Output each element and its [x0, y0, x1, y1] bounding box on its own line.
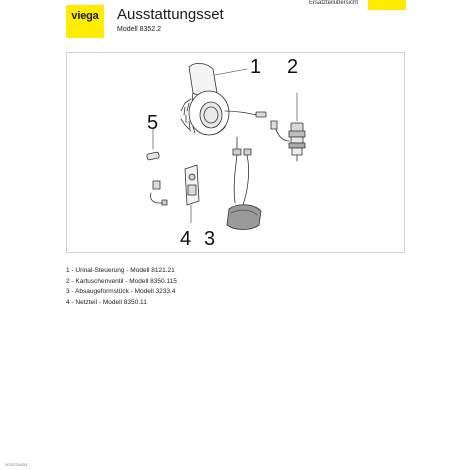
- suction-fitting-part: [227, 137, 261, 230]
- legend-item: 4 - Netzteil - Modell 8350.11: [66, 298, 147, 306]
- viega-logo: [66, 5, 104, 38]
- legend-item: 3 - Absaugeformstück - Modell 3233.4: [66, 288, 176, 295]
- exploded-view-drawing: [66, 52, 405, 253]
- callout-2: 2: [287, 56, 299, 78]
- page-title: Ausstattungsset: [117, 6, 224, 23]
- document-number: 1033724433: [5, 462, 28, 467]
- callout-4: 4: [180, 228, 192, 250]
- callout-5: 5: [147, 112, 159, 134]
- yellow-corner-marker: [368, 0, 406, 10]
- power-supply-part: [185, 165, 199, 223]
- callout-3: 3: [204, 228, 216, 250]
- logo-text: viega: [71, 10, 99, 22]
- model-subtitle: Modell 8352.2: [117, 26, 161, 33]
- cartridge-valve-part: [271, 93, 305, 161]
- callout-1: 1: [250, 56, 262, 78]
- parts-legend: [66, 266, 177, 308]
- document-type-label: Ersatzteilübersicht: [309, 0, 359, 6]
- connector-parts: [147, 129, 167, 205]
- legend-item: 1 - Urinal-Steuerung - Modell 8121.21: [66, 267, 175, 274]
- legend-item: 2 - Kartuschenventil - Modell 8350.115: [66, 277, 177, 285]
